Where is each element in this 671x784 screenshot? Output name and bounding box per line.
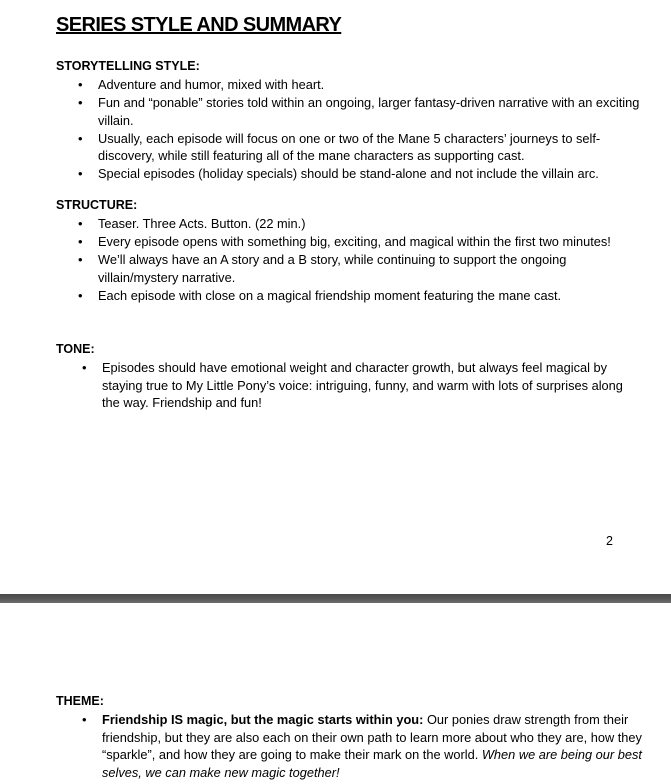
bullet-icon: • bbox=[78, 234, 83, 249]
bullet-icon: • bbox=[78, 130, 83, 146]
bullet-item: • Teaser. Three Acts. Button. (22 min.) bbox=[78, 216, 306, 231]
section-heading: STORYTELLING STYLE: bbox=[56, 59, 200, 73]
bullet-item: • Adventure and humor, mixed with heart. bbox=[78, 77, 325, 92]
bullet-icon: • bbox=[82, 360, 87, 375]
page-separator bbox=[0, 594, 671, 603]
bullet-icon: • bbox=[78, 95, 83, 110]
bullet-item: • Usually, each episode will focus on one or two of the Mane 5 characters’ journeys to self-discovery, while still featuring all of the mane characters as supporting cast. bbox=[78, 130, 601, 163]
section-storytelling-style bbox=[56, 58, 640, 183]
section-heading: TONE: bbox=[56, 342, 95, 356]
bullet-lead: Friendship IS magic, but the magic starts within you: bbox=[102, 712, 424, 727]
page-number: 2 bbox=[606, 534, 613, 548]
section-tone bbox=[56, 341, 636, 412]
document-title: SERIES STYLE AND SUMMARY bbox=[56, 14, 342, 36]
bullet-item: • Fun and “ponable” stories told within an ongoing, larger fantasy-driven narrative with an exciting villain. bbox=[78, 95, 640, 128]
bullet-item: • We’ll always have an A story and a B story, while continuing to support the ongoing villain/mystery narrative. bbox=[78, 252, 567, 285]
section-heading: THEME: bbox=[56, 694, 104, 708]
bullet-icon: • bbox=[78, 252, 83, 267]
bullet-body: Our ponies draw strength from their friendship, but they are also each on their own path to learn more about who they are, how they “sparkle”, and how they are going to make their mark on the world. bbox=[102, 712, 642, 762]
bullet-item: • Episodes should have emotional weight and character growth, but always feel magical by staying true to My Little Pony’s voice: intriguing, funny, and warm with lots of surprises along the way. Friendship and fun! bbox=[82, 360, 623, 410]
bullet-item: • Each episode with close on a magical friendship moment featuring the mane cast. bbox=[78, 287, 562, 303]
bullet-icon: • bbox=[82, 712, 87, 727]
bullet-icon: • bbox=[78, 287, 83, 303]
bullet-icon: • bbox=[78, 216, 83, 231]
section-structure bbox=[56, 197, 636, 305]
bullet-italic: When we are being our best selves, we can make new magic together! bbox=[102, 747, 642, 780]
bullet-icon: • bbox=[78, 77, 83, 92]
bullet-item bbox=[56, 711, 642, 781]
bullet-icon: • bbox=[78, 166, 83, 181]
section-theme bbox=[56, 693, 656, 782]
bullet-item: • Special episodes (holiday specials) should be stand-alone and not include the villain arc. bbox=[78, 166, 599, 181]
bullet-item: • Every episode opens with something big, exciting, and magical within the first two minutes! bbox=[78, 234, 611, 249]
document-page-2 bbox=[0, 603, 671, 784]
section-heading: STRUCTURE: bbox=[56, 198, 138, 212]
